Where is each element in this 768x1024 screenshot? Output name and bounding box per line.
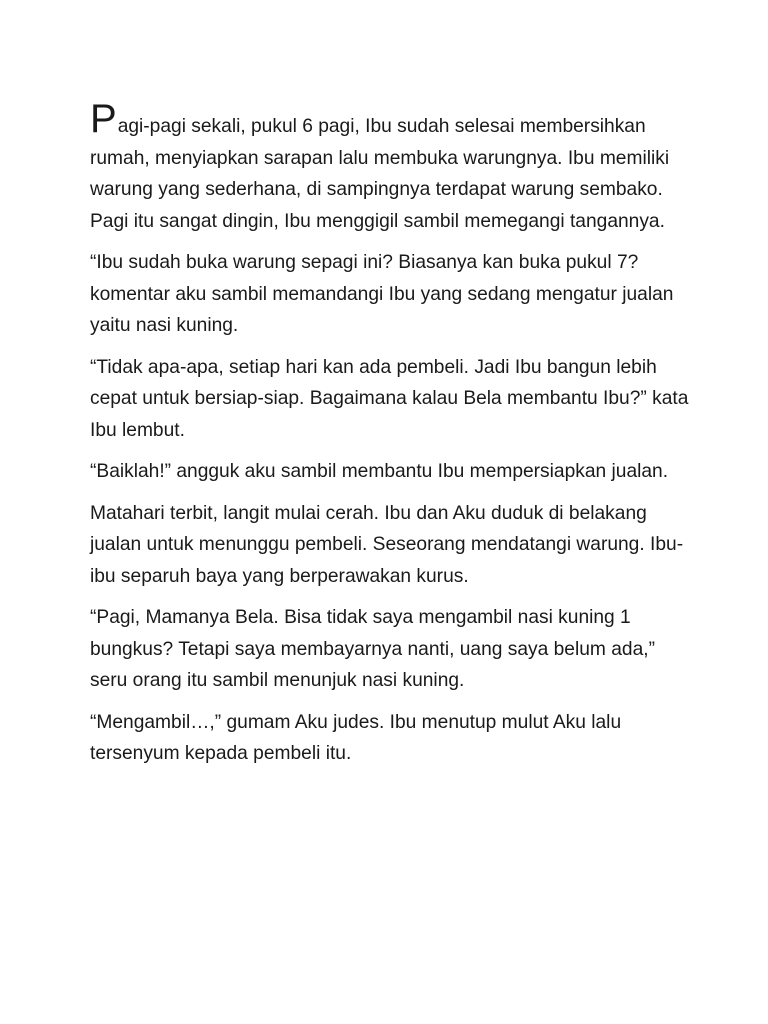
paragraph-5: Matahari terbit, langit mulai cerah. Ibu dan Aku duduk di belakang jualan untuk menunggu pembeli. Seseorang mendatangi warung. Ibu-ibu separuh baya yang berperawakan kurus. [90,502,684,587]
paragraph-1-text: agi-pagi sekali, pukul 6 pagi, Ibu sudah selesai membersihkan rumah, menyiapkan sarapan lalu membuka warungnya. Ibu memiliki warung yang sederhana, di sampingnya terdapat warung sembako. Pagi itu sangat dingin, Ibu menggigil sambil memegangi tangannya. [90,116,670,232]
paragraph-2: “Ibu sudah buka warung sepagi ini? Biasanya kan buka pukul 7? komentar aku sambil memandangi Ibu yang sedang mengatur jualan yaitu nasi kuning. [90,252,674,336]
drop-cap-letter: P [90,97,117,141]
paragraph-4: “Baiklah!” angguk aku sambil membantu Ibu mempersiapkan jualan. [90,461,669,482]
paragraph-1 [90,97,690,237]
paragraph-6: “Pagi, Mamanya Bela. Bisa tidak saya mengambil nasi kuning 1 bungkus? Tetapi saya membayarnya nanti, uang saya belum ada,” seru orang itu sambil menunjuk nasi kuning. [90,607,655,691]
paragraph-7: “Mengambil…,” gumam Aku judes. Ibu menutup mulut Aku lalu tersenyum kepada pembeli itu. [90,711,622,764]
paragraph-3: “Tidak apa-apa, setiap hari kan ada pembeli. Jadi Ibu bangun lebih cepat untuk bersiap-siap. Bagaimana kalau Bela membantu Ibu?” kata Ibu lembut. [90,356,689,441]
document-page [90,97,690,780]
